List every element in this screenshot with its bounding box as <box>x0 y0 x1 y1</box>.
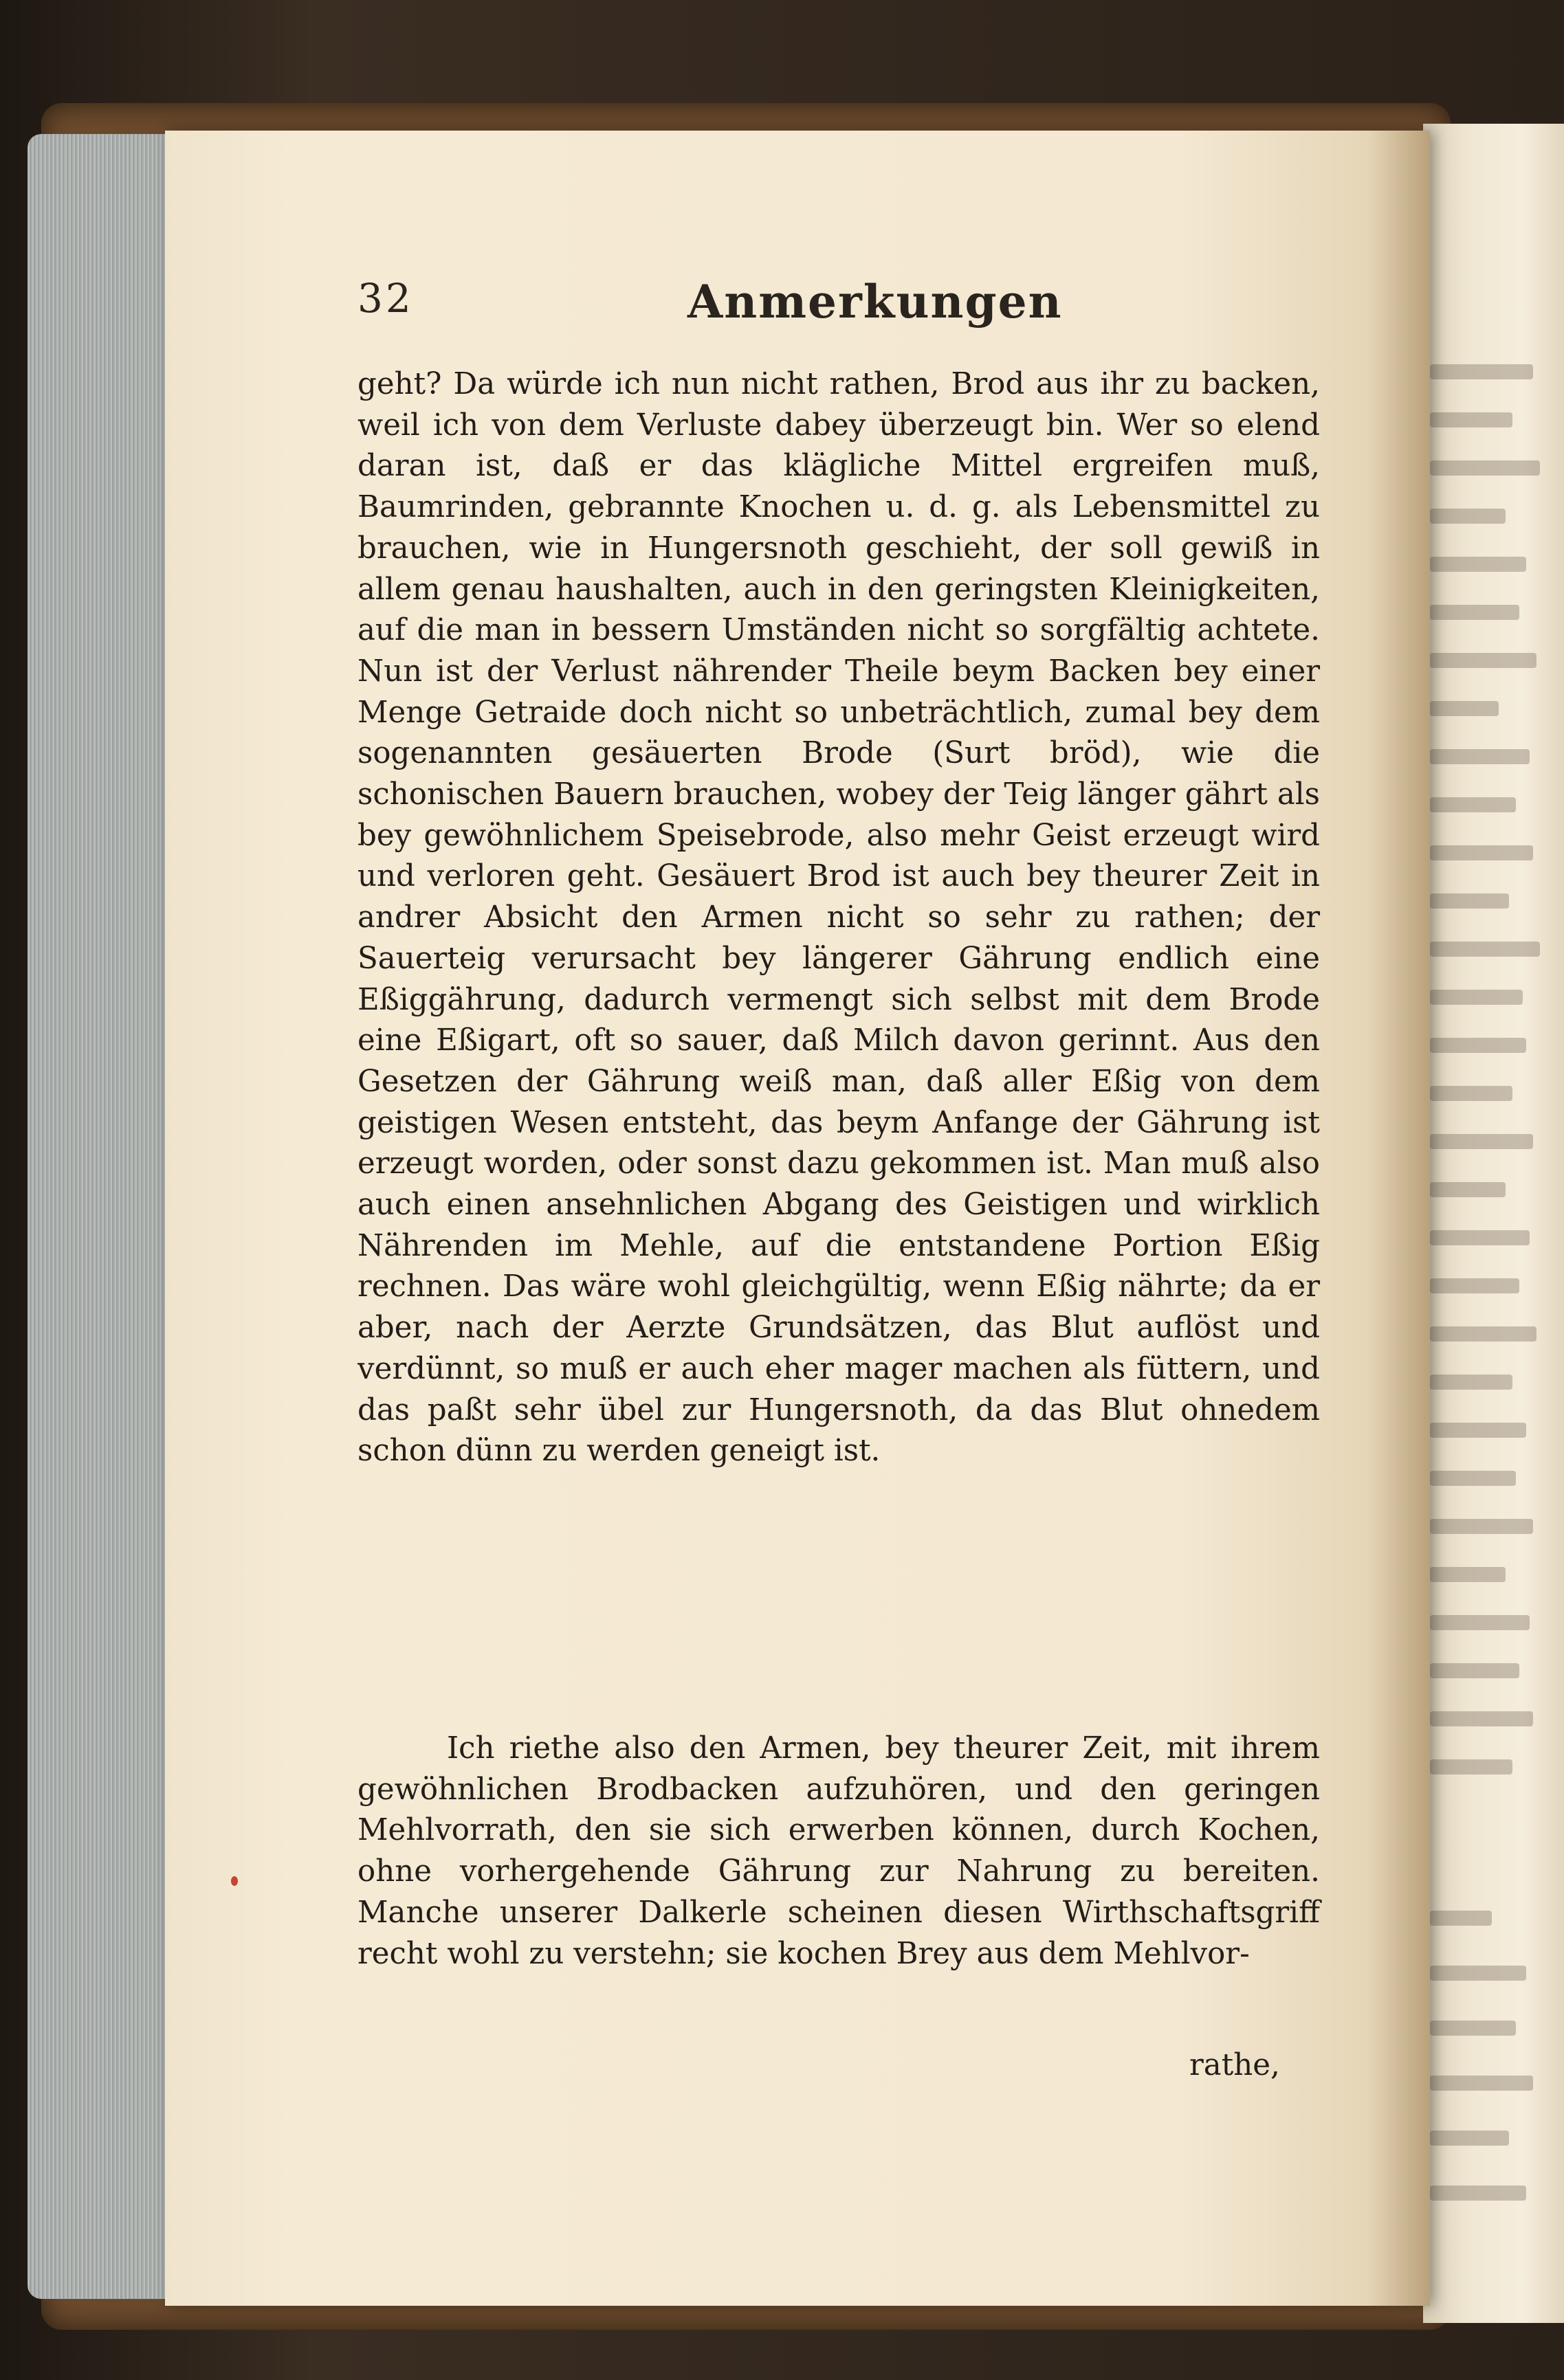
main-text-block <box>357 364 1320 1472</box>
page-number: 32 <box>357 275 414 322</box>
ink-spot <box>231 1876 238 1886</box>
page-edges <box>27 134 186 2299</box>
running-head: Anmerkungen <box>687 275 1063 329</box>
catchword: rathe, <box>1189 2048 1280 2082</box>
paragraph-2: Ich riethe also den Armen, bey theurer Zeit, mit ihrem gewöhnlichen Brodbacken aufzuhören, und den geringen Mehlvorrath, den sie sich erwerben können, durch Kochen, ohne vorhergehende Gährung zur Nahrung zu bereiten. Manche unserer Dalkerle scheinen diesen Wirthschaftsgriff recht wohl zu verstehn; sie kochen Brey aus dem Mehlvor- <box>357 1731 1320 1971</box>
paragraph-1: geht? Da würde ich nun nicht rathen, Brod aus ihr zu backen, weil ich von dem Verluste dabey überzeugt bin. Wer so elend daran ist, daß er das klägliche Mittel ergreifen muß, Baumrinden, gebrannte Knochen u. d. g. als Lebensmittel zu brauchen, wie in Hungersnoth geschieht, der soll gewiß in allem genau haushalten, auch in den geringsten Kleinigkeiten, auf die man in bessern Umständen nicht so sorgfältig achtete. Nun ist der Verlust nährender Theile beym Backen bey einer Menge Getraide doch nicht so unbeträchtlich, zumal bey dem sogenannten gesäuerten Brode (Surt bröd), wie die schonischen Bauern brauchen, wobey der Teig länger gährt als bey gewöhnlichem Speisebrode, also mehr Geist erzeugt wird und verloren geht. Gesäuert Brod ist auch bey theurer Zeit in andrer Absicht den Armen nicht so sehr zu rathen; der Sauerteig verursacht bey längerer Gährung endlich eine Eßiggährung, dadurch vermengt sich selbst mit dem Brode eine Eßigart, oft so sauer, daß Milch davon gerinnt. Aus den Gesetzen der Gährung weiß man, daß aller Eßig von dem geistigen Wesen entsteht, das beym Anfange der Gährung ist erzeugt worden, oder sonst dazu gekommen ist. Man muß also auch einen ansehnlichen Abgang des Geistigen und wirklich Nährenden im Mehle, auf die entstandene Portion Eßig rechnen. Das wäre wohl gleichgültig, wenn Eßig nährte; da er aber, nach der Aerzte Grundsätzen, das Blut auflöst und verdünnt, so muß er auch eher mager machen als füttern, und das paßt sehr übel zur Hungersnoth, da das Blut ohnedem schon dünn zu werden geneigt ist. <box>357 367 1320 1469</box>
page-header <box>357 275 1389 344</box>
facing-pages-edge <box>1423 124 1564 2323</box>
